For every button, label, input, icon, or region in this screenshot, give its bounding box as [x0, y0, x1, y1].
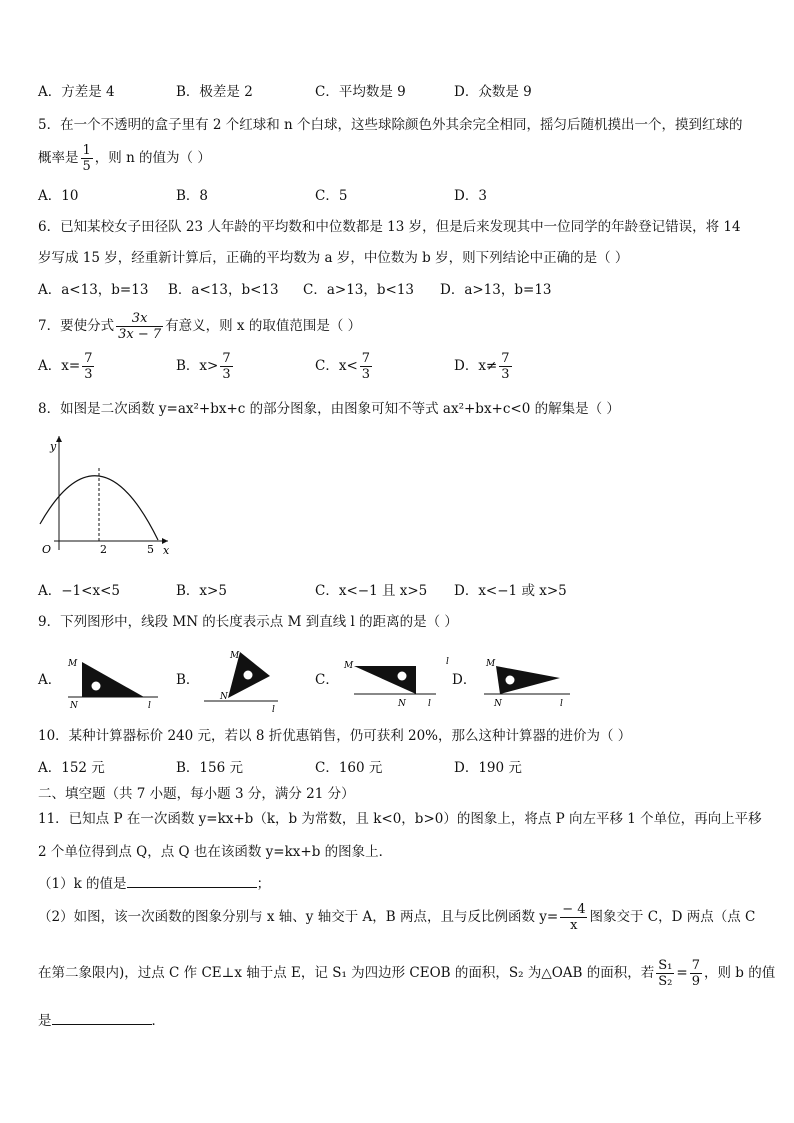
origin-label: O [42, 543, 52, 556]
q7-option-a-den: 3 [84, 367, 93, 382]
q11-ratio-num: S₁ [658, 958, 673, 973]
q6-line1: 6．已知某校女子田径队 23 人年龄的平均数和中位数都是 13 岁，但是后来发现其中一位同学的年龄登记错误，将 14 [38, 219, 741, 235]
q8-option-d: D．x<−1 或 x>5 [454, 583, 567, 599]
q9-figure-d [444, 652, 574, 712]
q9-figure-b [198, 646, 288, 714]
q7-option-d-label: D．x≠ [454, 358, 498, 374]
q11-part1-end: ； [256, 876, 271, 892]
q11-part2-frac-num: − 4 [562, 902, 586, 917]
q11-ratio-fraction [656, 958, 674, 989]
q9-option-b-label: B． [176, 672, 200, 688]
q11-line4-pre: 在第二象限内)，过点 C 作 CE⊥x 轴于点 E，记 S₁ 为四边形 CEOB 的面积，S₂ 为△OAB 的面积，若 [38, 965, 655, 981]
q11-part2-answer-blank[interactable] [52, 1010, 152, 1025]
q7-option-a [38, 350, 96, 382]
q11-line5-end: ． [151, 1013, 165, 1029]
triangle-c-hole [398, 672, 407, 681]
label-n-c: N [398, 699, 406, 709]
q11-line4-post: ，则 b 的值 [703, 965, 776, 981]
q5-frac-num: 1 [82, 143, 91, 158]
q11-line4 [38, 956, 775, 990]
q9-option-c-label: C． [315, 672, 339, 688]
label-m-d: M [486, 659, 496, 669]
q11-part1 [38, 873, 270, 893]
q7-option-c-num: 7 [361, 351, 371, 366]
q7-option-c [315, 350, 374, 382]
q7-frac-den: 3x − 7 [118, 327, 162, 342]
q5-line2-pre: 概率是 [38, 150, 79, 166]
q5-line2 [38, 143, 211, 174]
q4-option-b: B．极差是 2 [176, 84, 253, 100]
q11-part2 [38, 900, 755, 934]
q11-ratio-value [690, 958, 702, 989]
q10-text: 10．某种计算器标价 240 元，若以 8 折优惠销售，仍可获利 20%，那么这种计算器的进价为（ ） [38, 728, 632, 744]
q5-frac-den: 5 [82, 159, 91, 174]
q6-option-a: A．a<13，b=13 [38, 282, 149, 298]
label-l-a: l [148, 701, 151, 711]
q7-fraction [116, 311, 163, 342]
q7-option-b-label: B．x> [176, 358, 219, 374]
q11-part2-fraction [560, 902, 587, 933]
q7-frac-num: 3x [116, 311, 163, 327]
q6-option-b: B．a<13，b<13 [168, 282, 279, 298]
q5-option-c: C．5 [315, 188, 348, 204]
label-l-d: l [560, 699, 563, 709]
q10-option-b: B．156 元 [176, 760, 243, 776]
q5-option-b: B．8 [176, 188, 209, 204]
q7-option-b [176, 350, 235, 382]
section-2-heading: 二、填空题（共 7 小题，每小题 3 分，满分 21 分） [38, 786, 355, 802]
q11-line5-text: 是 [38, 1013, 52, 1029]
q7-option-c-frac [360, 351, 372, 382]
q9-text: 9．下列图形中，线段 MN 的长度表示点 M 到直线 l 的距离的是（ ） [38, 614, 458, 630]
q5-option-d: D．3 [454, 188, 487, 204]
q7-option-c-label: C．x< [315, 358, 358, 374]
q7-option-a-num: 7 [84, 351, 93, 366]
q9-option-a-label: A． [38, 672, 62, 688]
q7-post: 有意义，则 x 的取值范围是（ ） [165, 318, 362, 334]
q11-ratio-val-num: 7 [691, 958, 700, 973]
triangle-d-hole [506, 676, 515, 685]
q7-option-d [454, 350, 514, 382]
q7-option-a-label: A．x= [38, 358, 81, 374]
q11-line1: 11．已知点 P 在一次函数 y=kx+b（k，b 为常数，且 k<0，b>0）的图象上，将点 P 向左平移 1 个单位，再向上平移 [38, 811, 762, 827]
q7-option-b-frac [220, 351, 232, 382]
q11-part2-frac-den: x [570, 918, 578, 933]
q6-option-d: D．a>13，b=13 [440, 282, 552, 298]
q7-option-d-num: 7 [501, 351, 510, 366]
q7-option-d-den: 3 [501, 367, 510, 382]
label-l-c: l [428, 699, 431, 709]
q11-ratio-eq: = [676, 965, 688, 981]
label-m-c: M [344, 661, 354, 671]
q8-option-a: A．−1<x<5 [38, 583, 120, 599]
q8-parabola-graph [32, 428, 174, 558]
q5-line2-post: ，则 n 的值为（ ） [94, 150, 211, 166]
q5-option-a: A．10 [38, 188, 79, 204]
q7-option-b-num: 7 [222, 351, 231, 366]
q4-option-a: A．方差是 4 [38, 84, 115, 100]
q10-option-d: D．190 元 [454, 760, 522, 776]
x-label: x [163, 544, 170, 557]
q11-part2-post: 图象交于 C，D 两点（点 C [589, 909, 756, 925]
y-label: y [50, 440, 57, 453]
q6-option-c: C．a>13，b<13 [303, 282, 414, 298]
q7-option-b-den: 3 [222, 367, 231, 382]
q7-option-a-frac [82, 351, 94, 382]
q7-option-c-den: 3 [361, 367, 371, 382]
q10-option-a: A．152 元 [38, 760, 105, 776]
q5-fraction [81, 143, 93, 174]
q9-figure-a [62, 652, 162, 712]
q6-line2: 岁写成 15 岁，经重新计算后，正确的平均数为 a 岁，中位数为 b 岁，则下列结论中正确的是（ ） [38, 250, 629, 266]
q9-option-d-label: D． [452, 672, 477, 688]
q8-option-b: B．x>5 [176, 583, 227, 599]
triangle-a-hole [92, 682, 101, 691]
q11-part1-text: （1）k 的值是 [38, 876, 127, 892]
q9-figure-c [340, 654, 440, 712]
q7-pre: 7．要使分式 [38, 318, 115, 334]
q11-part2-pre: （2）如图，该一次函数的图象分别与 x 轴、y 轴交于 A，B 两点，且与反比例函数 y= [38, 909, 559, 925]
y-axis-arrow [56, 436, 62, 442]
q4-option-d: D．众数是 9 [454, 84, 532, 100]
triangle-b-hole [244, 671, 253, 680]
q7-option-d-frac [499, 351, 511, 382]
label-m-a: M [68, 659, 78, 669]
label-n-a: N [70, 701, 78, 711]
label-l-b: l [272, 705, 275, 714]
q7-line [38, 310, 361, 342]
q4-option-c: C．平均数是 9 [315, 84, 406, 100]
tick-5-label: 5 [147, 543, 154, 556]
triangle-a [82, 662, 144, 697]
label-n-d: N [494, 699, 502, 709]
q10-option-c: C．160 元 [315, 760, 383, 776]
q11-ratio-val-den: 9 [691, 974, 700, 989]
q11-part1-answer-blank[interactable] [127, 873, 257, 888]
q11-ratio-den: S₂ [658, 974, 673, 989]
q11-line2: 2 个单位得到点 Q，点 Q 也在该函数 y=kx+b 的图象上． [38, 844, 393, 860]
label-m-b: M [230, 651, 240, 661]
q8-text: 8．如图是二次函数 y=ax²+bx+c 的部分图象，由图象可知不等式 ax²+bx+c<0 的解集是（ ） [38, 401, 620, 417]
triangle-c [354, 666, 416, 694]
q11-line5 [38, 1010, 165, 1030]
tick-2-label: 2 [100, 543, 107, 556]
q8-option-c: C．x<−1 且 x>5 [315, 583, 428, 599]
q5-line1: 5．在一个不透明的盒子里有 2 个红球和 n 个白球，这些球除颜色外其余完全相同，摇匀后随机摸出一个，摸到红球的 [38, 117, 743, 133]
label-l-d-top: l [446, 657, 449, 667]
label-n-b: N [220, 692, 228, 702]
